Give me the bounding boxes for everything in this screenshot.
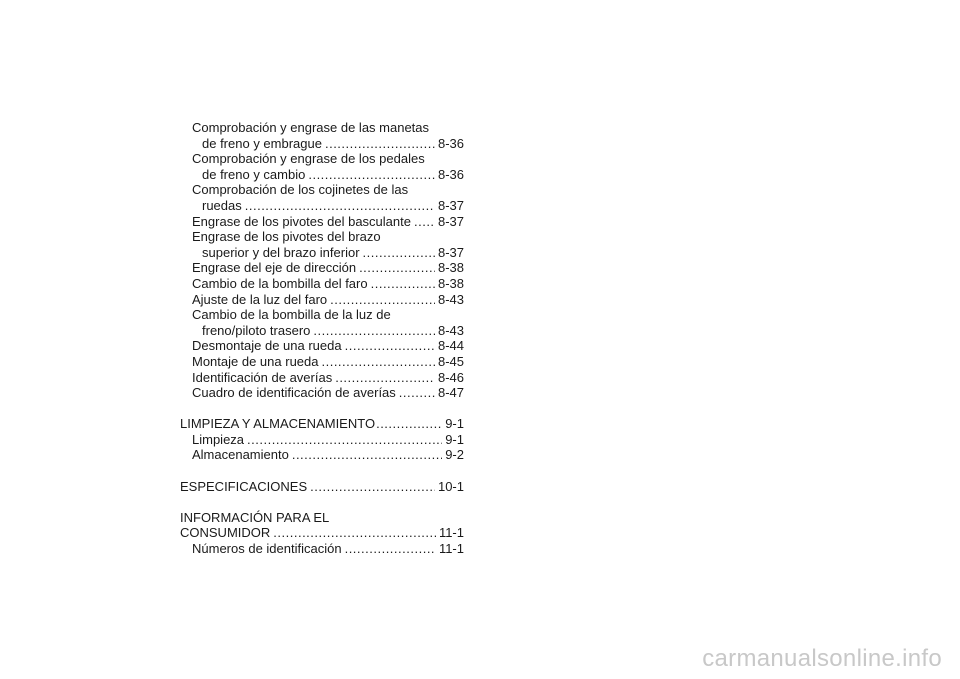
toc-page-number: 10-1 [437,478,464,494]
toc-entry-ajuste-faro[interactable] [180,292,464,308]
toc-entry-title: Montaje de una rueda [192,353,319,369]
dot-leader [330,292,435,308]
toc-page-number: 8-45 [437,353,464,369]
toc-chapter-limpieza[interactable] [180,416,464,432]
dot-leader [292,447,442,463]
toc-entry-title: Engrase de los pivotes del basculante [192,213,411,229]
spacer [180,463,464,479]
toc-entry-title: ruedas [202,197,242,213]
dot-leader [310,479,435,495]
toc-entry-montaje-rueda[interactable] [180,354,464,370]
dot-leader [245,198,435,214]
dot-leader [414,214,435,230]
dot-leader [371,276,435,292]
dot-leader [313,323,435,339]
toc-page-number: 8-43 [437,291,464,307]
toc-chapter-informacion-consumidor[interactable] [180,510,464,541]
toc-entry-bombilla-faro[interactable] [180,276,464,292]
toc-chapter-title: INFORMACIÓN PARA EL [180,509,330,525]
toc-entry-manetas[interactable] [180,120,464,151]
toc-entry-direccion[interactable] [180,260,464,276]
dot-leader [399,385,435,401]
toc-page-number: 8-44 [437,338,464,354]
toc-entry-title: de freno y embrague [202,135,322,151]
toc-entry-title: Identificación de averías [192,369,333,385]
toc-page-number: 8-37 [437,197,464,213]
toc-entry-identificacion-averias[interactable] [180,370,464,386]
toc-entry-pedales[interactable] [180,151,464,182]
toc-entry-title: Ajuste de la luz del faro [192,291,328,307]
toc-chapter-especificaciones[interactable] [180,479,464,495]
dot-leader [363,245,435,261]
watermark-text: carmanualsonline.info [702,645,942,672]
toc-entry-limpieza[interactable] [180,432,464,448]
toc-entry-title: Almacenamiento [192,447,289,463]
toc-entry-title: superior y del brazo inferior [202,244,360,260]
toc-entry-title: Cuadro de identificación de averías [192,385,396,401]
toc-entry-piloto-trasero[interactable] [180,307,464,338]
toc-page-number: 8-36 [437,166,464,182]
toc-entry-almacenamiento[interactable] [180,447,464,463]
toc-chapter-title: ESPECIFICACIONES [180,478,308,494]
toc-entry-cojinetes[interactable] [180,182,464,213]
toc-entry-title: de freno y cambio [202,166,306,182]
toc-entry-title: Desmontaje de una rueda [192,338,342,354]
toc-entry-title: Comprobación y engrase de las manetas [192,120,430,135]
toc-page-number: 8-43 [437,322,464,338]
toc-entry-title: Limpieza [192,431,245,447]
toc-entry-title: Engrase de los pivotes del brazo [192,229,381,245]
dot-leader [273,525,436,541]
dot-leader [335,370,435,386]
dot-leader [345,541,436,557]
toc-entry-title: Cambio de la bombilla de la luz de [192,307,391,323]
toc-entry-title: Números de identificación [192,541,342,557]
toc-entry-brazo[interactable] [180,229,464,260]
toc-page-number: 9-2 [445,447,464,463]
dot-leader [359,260,435,276]
dot-leader [325,136,435,152]
toc-page-number: 11-1 [438,541,464,557]
dot-leader [345,338,435,354]
toc-page-number: 9-1 [445,416,464,432]
toc-entry-basculante[interactable] [180,214,464,230]
dot-leader [247,432,442,448]
toc-page-number: 11-1 [438,525,464,541]
toc-page-number: 8-46 [437,369,464,385]
toc-entry-title: Comprobación de los cojinetes de las [192,182,409,198]
toc-page-number: 8-37 [437,244,464,260]
toc-entry-numeros-identificacion[interactable] [180,541,464,557]
toc-page-number: 8-38 [437,260,464,276]
toc-chapter-title: LIMPIEZA Y ALMACENAMIENTO [180,416,376,432]
dot-leader [321,354,434,370]
toc-page-number: 8-37 [437,213,464,229]
toc-page-number: 8-38 [437,275,464,291]
spacer [180,401,464,417]
toc-chapter-title: CONSUMIDOR [180,525,271,541]
toc-entry-title: Cambio de la bombilla del faro [192,275,368,291]
spacer [180,494,464,510]
toc-entry-title: freno/piloto trasero [202,322,311,338]
toc-page-number: 8-36 [437,135,464,151]
toc-entry-title: Comprobación y engrase de los pedales [192,151,425,167]
table-of-contents [180,120,464,557]
toc-entry-title: Engrase del eje de dirección [192,260,357,276]
dot-leader [308,167,435,183]
toc-entry-cuadro-averias[interactable] [180,385,464,401]
toc-entry-desmontaje-rueda[interactable] [180,338,464,354]
toc-page-number: 8-47 [437,385,464,401]
dot-leader [376,416,442,432]
toc-page-number: 9-1 [445,431,464,447]
